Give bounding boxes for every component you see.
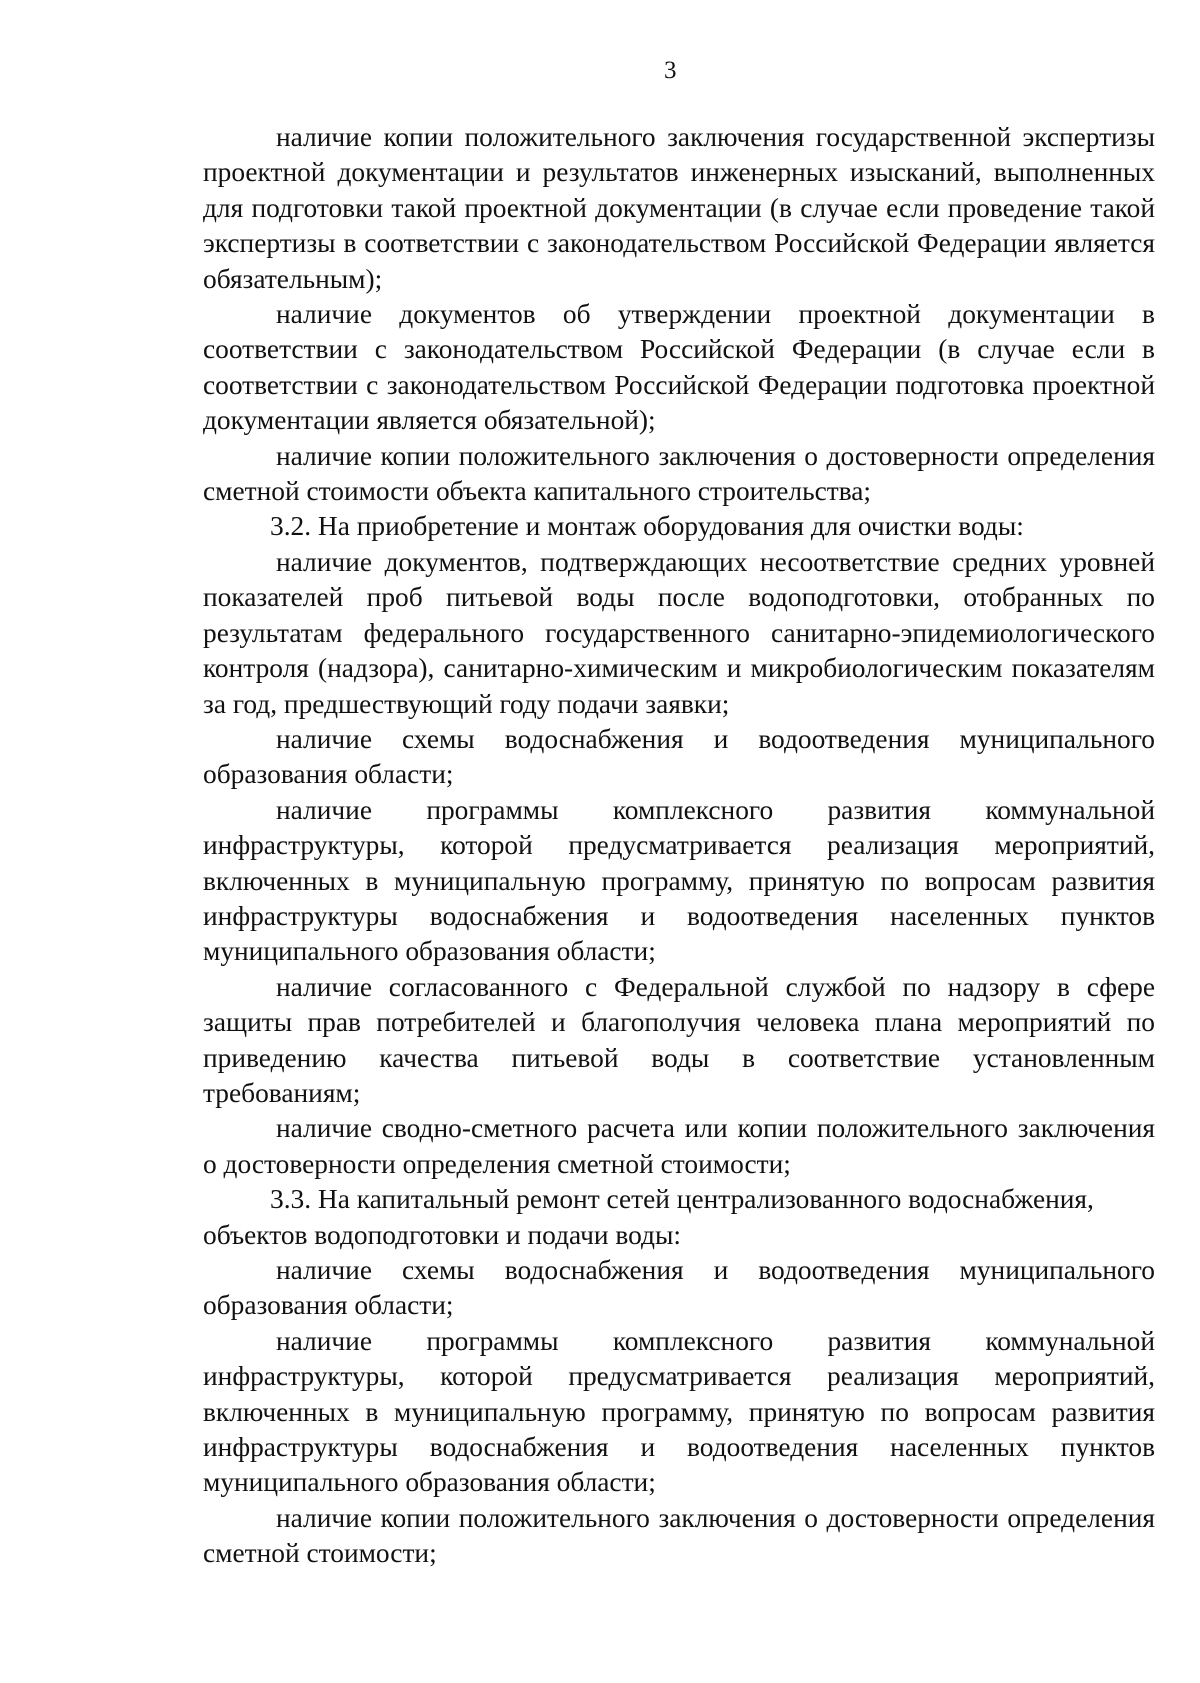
document-body: [203, 120, 1155, 1572]
paragraph-expertise-copy: наличие копии положительного заключения государственной экспертизы проектной документации и результатов инженерных изысканий, выполненных для подготовки такой проектной документации (в случае если проведение такой экспертизы в соответствии с законодательством Российской Федерации является обязательным);: [203, 122, 1155, 294]
paragraph-estimate-conclusion-2: наличие копии положительного заключения о достоверности определения сметной стоимости;: [203, 1502, 1155, 1569]
section-heading-3-2: 3.2. На приобретение и монтаж оборудования для очистки воды:: [270, 511, 1024, 542]
page-number: 3: [664, 57, 677, 84]
paragraph-estimate-conclusion: наличие копии положительного заключения о достоверности определения сметной стоимости объекта капитального строительства;: [203, 440, 1155, 507]
paragraph-infrastructure-program-2: наличие программы комплексного развития коммунальной инфраструктуры, которой предусматривается реализация мероприятий, включенных в муниципальную программу, принятую по вопросам развития инфраструктуры водоснабжения и водоотведения населенных пунктов муниципального образования области;: [203, 1325, 1155, 1498]
section-heading-3-3: 3.3. На капитальный ремонт сетей централизованного водоснабжения, объектов водоподготовки и подачи воды:: [203, 1184, 1094, 1250]
paragraph-infrastructure-program: наличие программы комплексного развития коммунальной инфраструктуры, которой предусматривается реализация мероприятий, включенных в муниципальную программу, принятую по вопросам развития инфраструктуры водоснабжения и водоотведения населенных пунктов муниципального образования области;: [203, 794, 1155, 967]
paragraph-approval-documents: наличие документов об утверждении проектной документации в соответствии с законодательством Российской Федерации (в случае если в соответствии с законодательством Российской Федерации подготовка проектной документации является обязательной);: [203, 299, 1155, 436]
paragraph-estimate-calculation: наличие сводно-сметного расчета или копии положительного заключения о достоверности определения сметной стоимости;: [203, 1113, 1155, 1179]
paragraph-water-scheme-2: наличие схемы водоснабжения и водоотведения муниципального образования области;: [203, 1255, 1155, 1321]
paragraph-water-scheme: наличие схемы водоснабжения и водоотведения муниципального образования области;: [203, 723, 1155, 790]
paragraph-agreed-plan: наличие согласованного с Федеральной службой по надзору в сфере защиты прав потребителей и благополучия человека плана мероприятий по приведению качества питьевой воды в соответствие установленным требованиям;: [203, 971, 1155, 1108]
paragraph-water-samples: наличие документов, подтверждающих несоответствие средних уровней показателей проб питьевой воды после водоподготовки, отобранных по результатам федерального государственного санитарно-эпидемиологического контроля (надзора), санитарно-химическим и микробиологическим показателям за год, предшествующий году подачи заявки;: [203, 546, 1155, 719]
